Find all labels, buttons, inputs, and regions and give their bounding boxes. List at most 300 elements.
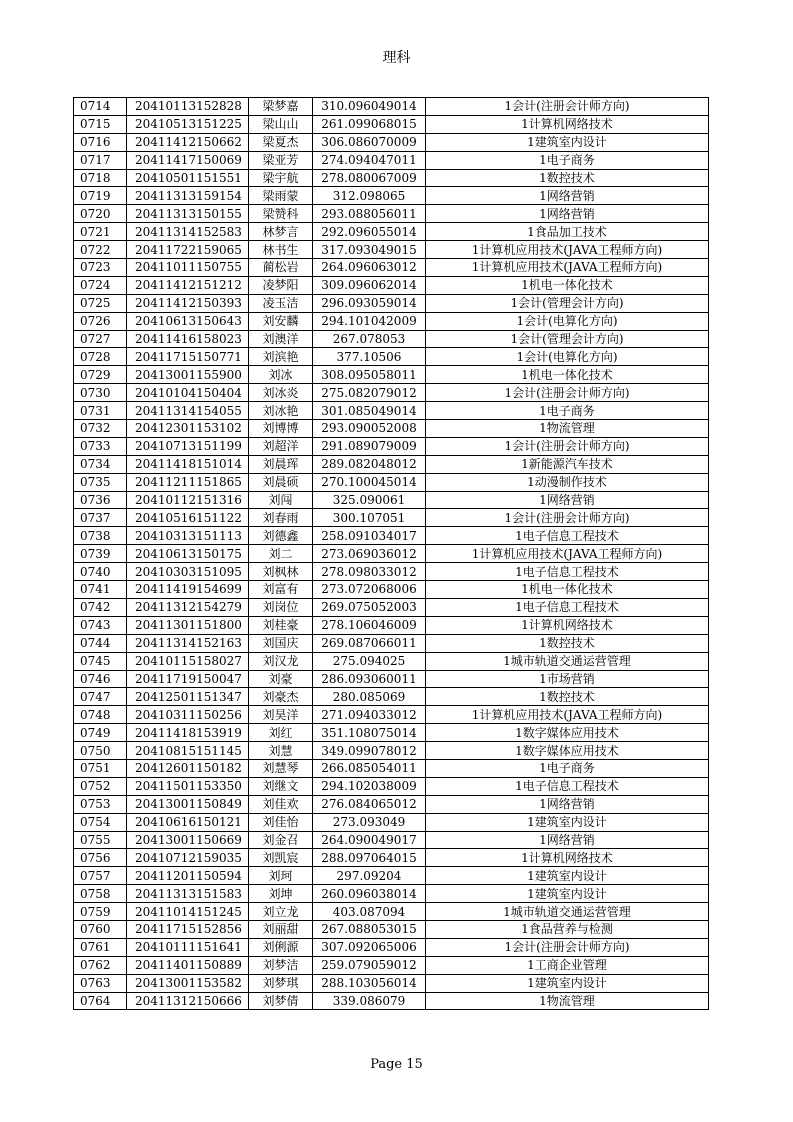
student-name-cell: 刘晨珲 [249,455,313,473]
student-name-cell: 刘澳洋 [249,330,313,348]
major-cell: 1建筑室内设计 [426,813,709,831]
table-row [74,348,709,366]
major-cell: 1网络营销 [426,205,709,223]
seq-number-cell: 0721 [74,223,127,241]
student-name-cell: 刘岗位 [249,598,313,616]
student-name-cell: 刘梦倩 [249,992,313,1010]
score-cell: 291.089079009 [313,437,426,455]
major-cell: 1会计(注册会计师方向) [426,384,709,402]
score-cell: 308.095058011 [313,366,426,384]
page-header-title: 理科 [382,50,411,66]
table-row [74,509,709,527]
exam-id-cell: 20411412151212 [127,276,249,294]
seq-number-cell: 0717 [74,151,127,169]
score-cell: 403.087094 [313,903,426,921]
table-row [74,634,709,652]
roster-body [74,98,709,1010]
exam-id-cell: 20410303151095 [127,563,249,581]
major-cell: 1计算机网络技术 [426,616,709,634]
table-row [74,187,709,205]
seq-number-cell: 0732 [74,420,127,438]
table-row [74,491,709,509]
major-cell: 1物流管理 [426,420,709,438]
student-name-cell: 刘国庆 [249,634,313,652]
exam-id-cell: 20411412150662 [127,133,249,151]
exam-id-cell: 20411314152163 [127,634,249,652]
exam-id-cell: 20410111151641 [127,938,249,956]
student-name-cell: 刘春雨 [249,509,313,527]
major-cell: 1会计(电算化方向) [426,312,709,330]
exam-id-cell: 20410613150643 [127,312,249,330]
major-cell: 1计算机应用技术(JAVA工程师方向) [426,545,709,563]
table-row [74,724,709,742]
seq-number-cell: 0748 [74,706,127,724]
student-name-cell: 刘立龙 [249,903,313,921]
score-cell: 297.09204 [313,867,426,885]
major-cell: 1电子信息工程技术 [426,563,709,581]
score-cell: 264.096063012 [313,259,426,277]
exam-id-cell: 20411715150771 [127,348,249,366]
student-name-cell: 刘金召 [249,831,313,849]
score-cell: 271.094033012 [313,706,426,724]
seq-number-cell: 0764 [74,992,127,1010]
exam-id-cell: 20411313151583 [127,885,249,903]
score-cell: 261.099068015 [313,115,426,133]
score-cell: 260.096038014 [313,885,426,903]
seq-number-cell: 0735 [74,473,127,491]
seq-number-cell: 0739 [74,545,127,563]
table-row [74,151,709,169]
student-name-cell: 刘慧 [249,742,313,760]
major-cell: 1建筑室内设计 [426,974,709,992]
exam-id-cell: 20410115158027 [127,652,249,670]
table-row [74,867,709,885]
seq-number-cell: 0738 [74,527,127,545]
seq-number-cell: 0728 [74,348,127,366]
table-row [74,581,709,599]
exam-id-cell: 20410713151199 [127,437,249,455]
student-name-cell: 刘红 [249,724,313,742]
seq-number-cell: 0733 [74,437,127,455]
student-name-cell: 梁赞科 [249,205,313,223]
seq-number-cell: 0723 [74,259,127,277]
major-cell: 1计算机应用技术(JAVA工程师方向) [426,259,709,277]
major-cell: 1市场营销 [426,670,709,688]
exam-id-cell: 20410712159035 [127,849,249,867]
student-name-cell: 蔺松岩 [249,259,313,277]
score-cell: 278.080067009 [313,169,426,187]
table-row [74,294,709,312]
score-cell: 307.092065006 [313,938,426,956]
seq-number-cell: 0744 [74,634,127,652]
table-row [74,402,709,420]
table-row [74,115,709,133]
student-name-cell: 刘二 [249,545,313,563]
major-cell: 1电子商务 [426,402,709,420]
score-cell: 293.090052008 [313,420,426,438]
table-row [74,992,709,1010]
score-cell: 377.10506 [313,348,426,366]
score-cell: 292.096055014 [313,223,426,241]
exam-id-cell: 20410613150175 [127,545,249,563]
score-cell: 273.069036012 [313,545,426,563]
score-cell: 278.106046009 [313,616,426,634]
student-name-cell: 刘晨硕 [249,473,313,491]
exam-id-cell: 20410513151225 [127,115,249,133]
score-cell: 273.093049 [313,813,426,831]
score-cell: 286.093060011 [313,670,426,688]
exam-id-cell: 20411401150889 [127,956,249,974]
student-name-cell: 林书生 [249,241,313,259]
exam-id-cell: 20411201150594 [127,867,249,885]
seq-number-cell: 0730 [74,384,127,402]
major-cell: 1电子信息工程技术 [426,527,709,545]
exam-id-cell: 20410113152828 [127,98,249,116]
exam-id-cell: 20410313151113 [127,527,249,545]
seq-number-cell: 0722 [74,241,127,259]
score-cell: 267.078053 [313,330,426,348]
seq-number-cell: 0747 [74,688,127,706]
exam-id-cell: 20411211151865 [127,473,249,491]
table-row [74,652,709,670]
seq-number-cell: 0740 [74,563,127,581]
major-cell: 1网络营销 [426,795,709,813]
table-row [74,706,709,724]
seq-number-cell: 0737 [74,509,127,527]
seq-number-cell: 0736 [74,491,127,509]
student-name-cell: 刘俐源 [249,938,313,956]
seq-number-cell: 0757 [74,867,127,885]
student-name-cell: 梁山山 [249,115,313,133]
table-row [74,598,709,616]
exam-id-cell: 20411314152583 [127,223,249,241]
student-name-cell: 刘枫林 [249,563,313,581]
major-cell: 1动漫制作技术 [426,473,709,491]
student-name-cell: 梁宇航 [249,169,313,187]
seq-number-cell: 0749 [74,724,127,742]
exam-id-cell: 20411014151245 [127,903,249,921]
seq-number-cell: 0745 [74,652,127,670]
seq-number-cell: 0719 [74,187,127,205]
table-row [74,205,709,223]
student-name-cell: 凌玉洁 [249,294,313,312]
major-cell: 1食品加工技术 [426,223,709,241]
exam-id-cell: 20411313159154 [127,187,249,205]
table-row [74,795,709,813]
exam-id-cell: 20413001153582 [127,974,249,992]
table-row [74,563,709,581]
score-cell: 339.086079 [313,992,426,1010]
exam-id-cell: 20411312154279 [127,598,249,616]
seq-number-cell: 0762 [74,956,127,974]
score-cell: 300.107051 [313,509,426,527]
exam-id-cell: 20410516151122 [127,509,249,527]
score-cell: 288.103056014 [313,974,426,992]
major-cell: 1网络营销 [426,491,709,509]
seq-number-cell: 0729 [74,366,127,384]
seq-number-cell: 0743 [74,616,127,634]
student-name-cell: 刘博博 [249,420,313,438]
major-cell: 1城市轨道交通运营管理 [426,903,709,921]
exam-id-cell: 20411312150666 [127,992,249,1010]
major-cell: 1数控技术 [426,169,709,187]
major-cell: 1会计(注册会计师方向) [426,509,709,527]
seq-number-cell: 0726 [74,312,127,330]
student-name-cell: 刘豪杰 [249,688,313,706]
score-cell: 275.094025 [313,652,426,670]
student-name-cell: 刘继文 [249,777,313,795]
score-cell: 269.075052003 [313,598,426,616]
table-row [74,974,709,992]
student-name-cell: 刘冰 [249,366,313,384]
major-cell: 1会计(注册会计师方向) [426,938,709,956]
seq-number-cell: 0759 [74,903,127,921]
score-cell: 275.082079012 [313,384,426,402]
major-cell: 1会计(电算化方向) [426,348,709,366]
table-row [74,920,709,938]
major-cell: 1数控技术 [426,634,709,652]
seq-number-cell: 0714 [74,98,127,116]
major-cell: 1机电一体化技术 [426,276,709,294]
student-name-cell: 刘德鑫 [249,527,313,545]
score-cell: 288.097064015 [313,849,426,867]
exam-id-cell: 20411416158023 [127,330,249,348]
exam-id-cell: 20411419154699 [127,581,249,599]
major-cell: 1电子信息工程技术 [426,598,709,616]
student-name-cell: 刘汉龙 [249,652,313,670]
score-cell: 306.086070009 [313,133,426,151]
score-cell: 309.096062014 [313,276,426,294]
seq-number-cell: 0761 [74,938,127,956]
seq-number-cell: 0753 [74,795,127,813]
table-row [74,259,709,277]
exam-id-cell: 20411313150155 [127,205,249,223]
exam-id-cell: 20411418151014 [127,455,249,473]
table-row [74,885,709,903]
table-row [74,545,709,563]
student-name-cell: 刘安麟 [249,312,313,330]
major-cell: 1计算机应用技术(JAVA工程师方向) [426,706,709,724]
exam-id-cell: 20410616150121 [127,813,249,831]
table-row [74,455,709,473]
table-row [74,223,709,241]
seq-number-cell: 0752 [74,777,127,795]
table-row [74,742,709,760]
student-name-cell: 刘滨艳 [249,348,313,366]
student-name-cell: 梁亚芳 [249,151,313,169]
table-row [74,670,709,688]
table-row [74,420,709,438]
score-cell: 325.090061 [313,491,426,509]
student-name-cell: 梁夏杰 [249,133,313,151]
score-cell: 312.098065 [313,187,426,205]
seq-number-cell: 0754 [74,813,127,831]
score-cell: 294.101042009 [313,312,426,330]
score-cell: 267.088053015 [313,920,426,938]
table-row [74,330,709,348]
exam-id-cell: 20411011150755 [127,259,249,277]
major-cell: 1会计(注册会计师方向) [426,437,709,455]
score-cell: 296.093059014 [313,294,426,312]
major-cell: 1数字媒体应用技术 [426,742,709,760]
seq-number-cell: 0746 [74,670,127,688]
major-cell: 1食品营养与检测 [426,920,709,938]
seq-number-cell: 0727 [74,330,127,348]
exam-id-cell: 20411301151800 [127,616,249,634]
table-row [74,831,709,849]
table-row [74,241,709,259]
seq-number-cell: 0758 [74,885,127,903]
exam-id-cell: 20411715152856 [127,920,249,938]
student-name-cell: 凌梦阳 [249,276,313,294]
score-cell: 278.098033012 [313,563,426,581]
score-cell: 317.093049015 [313,241,426,259]
student-name-cell: 刘丽甜 [249,920,313,938]
student-name-cell: 刘珂 [249,867,313,885]
major-cell: 1机电一体化技术 [426,366,709,384]
student-name-cell: 刘超洋 [249,437,313,455]
major-cell: 1物流管理 [426,992,709,1010]
table-row [74,437,709,455]
seq-number-cell: 0756 [74,849,127,867]
major-cell: 1计算机应用技术(JAVA工程师方向) [426,241,709,259]
seq-number-cell: 0750 [74,742,127,760]
major-cell: 1计算机网络技术 [426,849,709,867]
score-cell: 301.085049014 [313,402,426,420]
major-cell: 1建筑室内设计 [426,885,709,903]
table-row [74,276,709,294]
score-cell: 351.108075014 [313,724,426,742]
major-cell: 1数控技术 [426,688,709,706]
exam-id-cell: 20410815151145 [127,742,249,760]
major-cell: 1电子商务 [426,151,709,169]
table-row [74,527,709,545]
score-cell: 310.096049014 [313,98,426,116]
exam-id-cell: 20413001150849 [127,795,249,813]
major-cell: 1会计(注册会计师方向) [426,98,709,116]
table-row [74,688,709,706]
major-cell: 1会计(管理会计方向) [426,330,709,348]
score-cell: 264.090049017 [313,831,426,849]
seq-number-cell: 0725 [74,294,127,312]
major-cell: 1网络营销 [426,831,709,849]
seq-number-cell: 0720 [74,205,127,223]
table-row [74,366,709,384]
student-name-cell: 刘桂豪 [249,616,313,634]
seq-number-cell: 0724 [74,276,127,294]
table-row [74,384,709,402]
table-row [74,133,709,151]
seq-number-cell: 0731 [74,402,127,420]
student-name-cell: 刘梦琪 [249,974,313,992]
score-cell: 259.079059012 [313,956,426,974]
score-cell: 258.091034017 [313,527,426,545]
exam-id-cell: 20411417150069 [127,151,249,169]
major-cell: 1电子信息工程技术 [426,777,709,795]
score-cell: 289.082048012 [313,455,426,473]
score-cell: 270.100045014 [313,473,426,491]
major-cell: 1网络营销 [426,187,709,205]
admission-roster-table [73,97,709,1010]
major-cell: 1工商企业管理 [426,956,709,974]
table-row [74,98,709,116]
table-row [74,759,709,777]
student-name-cell: 刘冰炎 [249,384,313,402]
table-row [74,473,709,491]
seq-number-cell: 0760 [74,920,127,938]
student-name-cell: 刘坤 [249,885,313,903]
student-name-cell: 刘佳欢 [249,795,313,813]
seq-number-cell: 0742 [74,598,127,616]
exam-id-cell: 20410104150404 [127,384,249,402]
seq-number-cell: 0716 [74,133,127,151]
major-cell: 1会计(管理会计方向) [426,294,709,312]
seq-number-cell: 0755 [74,831,127,849]
major-cell: 1建筑室内设计 [426,133,709,151]
exam-id-cell: 20411314154055 [127,402,249,420]
table-row [74,169,709,187]
table-row [74,849,709,867]
exam-id-cell: 20410501151551 [127,169,249,187]
table-row [74,938,709,956]
exam-id-cell: 20411719150047 [127,670,249,688]
student-name-cell: 刘豪 [249,670,313,688]
seq-number-cell: 0715 [74,115,127,133]
exam-id-cell: 20410112151316 [127,491,249,509]
score-cell: 294.102038009 [313,777,426,795]
student-name-cell: 梁雨蒙 [249,187,313,205]
exam-id-cell: 20410311150256 [127,706,249,724]
student-name-cell: 刘富有 [249,581,313,599]
major-cell: 1机电一体化技术 [426,581,709,599]
student-name-cell: 林梦言 [249,223,313,241]
major-cell: 1建筑室内设计 [426,867,709,885]
score-cell: 293.088056011 [313,205,426,223]
major-cell: 1新能源汽车技术 [426,455,709,473]
student-name-cell: 刘冰艳 [249,402,313,420]
score-cell: 266.085054011 [313,759,426,777]
table-row [74,616,709,634]
student-name-cell: 刘佳怡 [249,813,313,831]
student-name-cell: 刘凯宸 [249,849,313,867]
score-cell: 276.084065012 [313,795,426,813]
exam-id-cell: 20411501153350 [127,777,249,795]
exam-id-cell: 20412501151347 [127,688,249,706]
exam-id-cell: 20412301153102 [127,420,249,438]
score-cell: 269.087066011 [313,634,426,652]
student-name-cell: 梁梦嘉 [249,98,313,116]
major-cell: 1城市轨道交通运营管理 [426,652,709,670]
table-row [74,777,709,795]
exam-id-cell: 20412601150182 [127,759,249,777]
seq-number-cell: 0734 [74,455,127,473]
student-name-cell: 刘昊洋 [249,706,313,724]
student-name-cell: 刘梦洁 [249,956,313,974]
major-cell: 1计算机网络技术 [426,115,709,133]
student-name-cell: 刘闯 [249,491,313,509]
exam-id-cell: 20413001155900 [127,366,249,384]
table-row [74,903,709,921]
score-cell: 280.085069 [313,688,426,706]
seq-number-cell: 0763 [74,974,127,992]
major-cell: 1电子商务 [426,759,709,777]
exam-id-cell: 20413001150669 [127,831,249,849]
major-cell: 1数字媒体应用技术 [426,724,709,742]
score-cell: 349.099078012 [313,742,426,760]
exam-id-cell: 20411418153919 [127,724,249,742]
seq-number-cell: 0718 [74,169,127,187]
table-row [74,312,709,330]
